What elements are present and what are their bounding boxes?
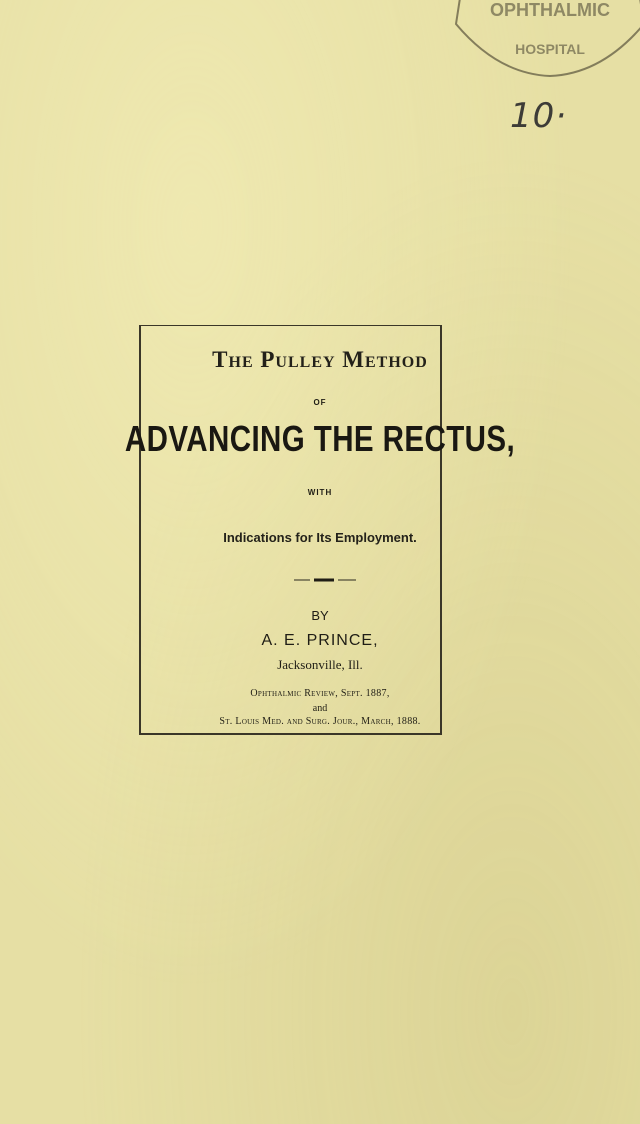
- pencil-note: 10·: [510, 96, 568, 136]
- reference-and: and: [312, 703, 328, 714]
- title: The Pulley Method: [212, 347, 428, 372]
- place: Jacksonville, Ill.: [277, 657, 363, 672]
- subtitle: Indications for Its Employment.: [223, 530, 417, 545]
- with-label: WITH: [307, 488, 333, 497]
- reference-2: St. Louis Med. and Surg. Jour., March, 1888.: [219, 716, 421, 727]
- library-stamp: [452, 0, 640, 78]
- of-label: OF: [313, 398, 327, 407]
- headline: ADVANCING THE RECTUS,: [124, 418, 516, 459]
- reference-1: Ophthalmic Review, Sept. 1887,: [250, 688, 390, 699]
- ornamental-divider: [294, 578, 356, 582]
- by-label: BY: [311, 608, 329, 623]
- stamp-top-text: OPHTHALMIC: [490, 0, 610, 20]
- author: A. E. PRINCE,: [261, 632, 379, 649]
- stamp-bottom-text: HOSPITAL: [515, 41, 585, 57]
